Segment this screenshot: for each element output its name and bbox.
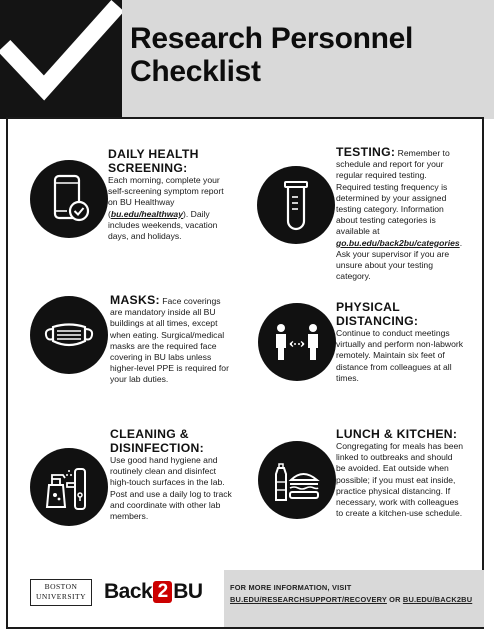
testing-heading: TESTING: xyxy=(336,145,396,159)
masks-body xyxy=(110,295,235,386)
mask-icon-circle xyxy=(30,296,108,374)
lunch-section xyxy=(336,427,464,519)
daily-health-heading: DAILY HEALTH SCREENING: xyxy=(108,147,199,175)
categories-link[interactable]: go.bu.edu/back2bu/categories xyxy=(336,237,460,248)
research-recovery-link[interactable]: BU.EDU/RESEARCHSUPPORT/RECOVERY xyxy=(230,595,387,604)
masks-text: Face coverings are mandatory inside all BU buildings at all times, except when eating. Surgical/medical masks are the required face covering in BU labs unless higher-level PPE is required for your lab duties. xyxy=(110,296,229,385)
testing-text-a: Remember to schedule and report for your regular required testing. Required testing frequency is determined by your assigned testing category. Information about testing categories is available at xyxy=(336,148,450,237)
healthway-link[interactable]: bu.edu/healthway xyxy=(110,208,183,219)
test-tube-icon xyxy=(268,177,324,233)
title-line-1: Research Personnel xyxy=(130,22,414,55)
testing-section xyxy=(336,147,464,282)
cleaning-text: Use good hand hygiene and routinely clean and disinfect high-touch surfaces in the lab. Post and use a daily log to track and coordinate with other lab members. xyxy=(110,455,232,522)
boston-university-logo xyxy=(30,579,92,606)
distancing-section xyxy=(336,300,464,384)
phone-icon-circle xyxy=(30,160,108,238)
distancing-people-icon xyxy=(269,314,325,370)
masks-heading: MASKS: xyxy=(110,293,160,307)
testing-body xyxy=(336,147,464,282)
daily-health-section xyxy=(108,147,233,242)
back2bu-link[interactable]: BU.EDU/BACK2BU xyxy=(402,595,473,604)
checkmark-icon xyxy=(0,0,122,119)
back2bu-logo-two: 2 xyxy=(153,581,172,603)
more-info-label: FOR MORE INFORMATION, VISIT xyxy=(230,583,352,592)
distancing-icon-circle xyxy=(258,303,336,381)
daily-health-text-a: Each morning, complete your self-screening symptom report on BU Healthway ( xyxy=(108,175,224,219)
distancing-heading: PHYSICAL DISTANCING: xyxy=(336,300,419,328)
cleaning-heading: CLEANING & DISINFECTION: xyxy=(110,427,204,455)
lunch-text: Congregating for meals has been linked to outbreaks and should be avoided. Eat outside when possible; if you must eat inside, practice physical distancing. If necessary, work with colleagues to create a kitchen-use schedule. xyxy=(336,441,464,519)
footer-links xyxy=(230,594,472,606)
footer-or: OR xyxy=(386,595,403,604)
bu-logo-line-2: UNIVERSITY xyxy=(36,592,86,601)
daily-health-body xyxy=(108,175,233,242)
phone-check-icon xyxy=(41,171,97,227)
footer-info-text xyxy=(230,582,472,606)
checkmark-block xyxy=(0,0,122,119)
distancing-text: Continue to conduct meetings virtually and perform non-labwork remotely. Maintain six feet of distance from colleagues at all times. xyxy=(336,328,464,383)
daily-health-text-b: ). Daily includes weekends, vacation days, and holidays. xyxy=(108,208,218,242)
food-drink-icon xyxy=(269,452,325,508)
lunch-heading: LUNCH & KITCHEN: xyxy=(336,427,458,441)
bu-logo-line-1: BOSTON xyxy=(44,582,78,591)
title-line-2: Checklist xyxy=(130,55,261,88)
test-tube-icon-circle xyxy=(257,166,335,244)
spray-bottle-door-icon xyxy=(41,459,97,515)
face-mask-icon xyxy=(41,307,97,363)
back2bu-logo xyxy=(104,580,203,604)
page-title xyxy=(130,22,490,88)
back2bu-logo-bu: BU xyxy=(173,580,203,603)
back2bu-logo-back: Back xyxy=(104,580,153,603)
lunch-icon-circle xyxy=(258,441,336,519)
masks-section xyxy=(110,295,235,386)
testing-text-b: . Ask your supervisor if you are unsure about your testing category. xyxy=(336,237,463,282)
cleaning-section xyxy=(110,427,234,522)
cleaning-icon-circle xyxy=(30,448,108,526)
